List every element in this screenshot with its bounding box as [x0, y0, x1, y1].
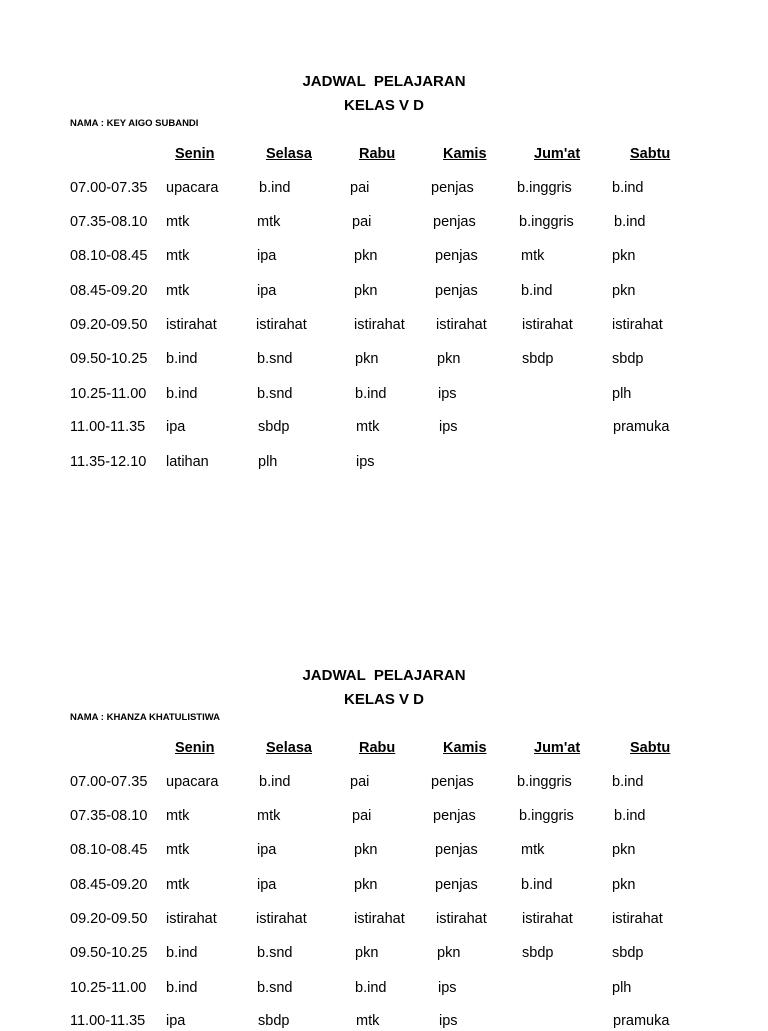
subject-cell: b.ind [166, 945, 198, 961]
subject-cell: istirahat [522, 911, 573, 927]
subject-cell: b.inggris [517, 180, 572, 196]
subject-cell: sbdp [522, 351, 554, 367]
subject-cell: istirahat [522, 317, 573, 333]
subject-cell: pai [350, 180, 370, 196]
class-label: KELAS V D [343, 691, 424, 708]
subject-cell: b.ind [614, 808, 646, 824]
subject-cell: penjas [435, 842, 478, 858]
subject-cell: ipa [257, 842, 277, 858]
day-header-sabtu: Sabtu [630, 146, 671, 162]
subject-cell: ips [438, 980, 457, 996]
subject-cell: b.ind [614, 214, 646, 230]
subject-cell: istirahat [612, 911, 663, 927]
student-name: NAMA : KEY AIGO SUBANDI [70, 118, 199, 129]
subject-cell: b.ind [166, 386, 198, 402]
subject-cell: plh [612, 980, 632, 996]
subject-cell: mtk [166, 283, 190, 299]
time-cell: 07.00-07.35 [70, 180, 148, 196]
day-header-selasa: Selasa [266, 740, 312, 756]
time-cell: 10.25-11.00 [70, 980, 147, 996]
class-label: KELAS V D [343, 97, 424, 114]
subject-cell: pramuka [613, 1013, 670, 1029]
subject-cell: ipa [257, 877, 277, 893]
subject-cell: mtk [521, 842, 545, 858]
subject-cell: plh [258, 454, 278, 470]
subject-cell: plh [612, 386, 632, 402]
day-header-rabu: Rabu [359, 146, 396, 162]
subject-cell: mtk [356, 419, 380, 435]
subject-cell: b.snd [257, 945, 293, 961]
time-cell: 07.35-08.10 [70, 808, 148, 824]
subject-cell: pkn [354, 283, 378, 299]
subject-cell: penjas [433, 808, 476, 824]
subject-cell: upacara [166, 774, 219, 790]
schedule-title: JADWAL PELAJARAN [302, 73, 466, 90]
subject-cell: mtk [166, 842, 190, 858]
subject-cell: mtk [521, 248, 545, 264]
subject-cell: b.inggris [517, 774, 572, 790]
subject-cell: mtk [166, 808, 190, 824]
subject-cell: b.ind [521, 283, 553, 299]
subject-cell: penjas [431, 180, 474, 196]
subject-cell: sbdp [612, 945, 644, 961]
schedule-title: JADWAL PELAJARAN [302, 667, 466, 684]
time-cell: 11.35-12.10 [70, 454, 147, 470]
subject-cell: ipa [257, 248, 277, 264]
subject-cell: istirahat [354, 317, 405, 333]
subject-cell: b.ind [612, 180, 644, 196]
subject-cell: penjas [431, 774, 474, 790]
subject-cell: istirahat [436, 911, 487, 927]
subject-cell: ips [439, 419, 458, 435]
student-name: NAMA : KHANZA KHATULISTIWA [70, 712, 221, 723]
subject-cell: pkn [355, 351, 379, 367]
time-cell: 08.45-09.20 [70, 877, 148, 893]
subject-cell: penjas [435, 877, 478, 893]
subject-cell: ipa [166, 1013, 186, 1029]
subject-cell: sbdp [258, 1013, 290, 1029]
subject-cell: istirahat [256, 317, 307, 333]
subject-cell: sbdp [258, 419, 290, 435]
subject-cell: ips [438, 386, 457, 402]
time-cell: 09.20-09.50 [70, 911, 148, 927]
subject-cell: istirahat [166, 317, 217, 333]
time-cell: 11.00-11.35 [70, 1013, 146, 1029]
subject-cell: penjas [435, 283, 478, 299]
subject-cell: b.inggris [519, 214, 574, 230]
subject-cell: istirahat [612, 317, 663, 333]
time-cell: 10.25-11.00 [70, 386, 147, 402]
day-header-jumat: Jum'at [534, 740, 581, 756]
subject-cell: mtk [166, 877, 190, 893]
subject-cell: b.ind [521, 877, 553, 893]
time-cell: 07.35-08.10 [70, 214, 148, 230]
day-header-kamis: Kamis [443, 740, 487, 756]
day-header-rabu: Rabu [359, 740, 396, 756]
time-cell: 09.50-10.25 [70, 351, 148, 367]
subject-cell: mtk [257, 808, 281, 824]
subject-cell: sbdp [612, 351, 644, 367]
subject-cell: pkn [354, 877, 378, 893]
subject-cell: pramuka [613, 419, 670, 435]
subject-cell: pkn [612, 842, 636, 858]
subject-cell: pkn [354, 248, 378, 264]
subject-cell: ips [439, 1013, 458, 1029]
subject-cell: pkn [437, 945, 461, 961]
subject-cell: b.snd [257, 386, 293, 402]
subject-cell: pkn [437, 351, 461, 367]
time-cell: 09.50-10.25 [70, 945, 148, 961]
subject-cell: b.inggris [519, 808, 574, 824]
subject-cell: istirahat [166, 911, 217, 927]
subject-cell: b.ind [166, 980, 198, 996]
time-cell: 08.45-09.20 [70, 283, 148, 299]
subject-cell: mtk [257, 214, 281, 230]
subject-cell: b.ind [259, 774, 291, 790]
day-header-senin: Senin [175, 146, 215, 162]
subject-cell: istirahat [256, 911, 307, 927]
subject-cell: mtk [356, 1013, 380, 1029]
subject-cell: upacara [166, 180, 219, 196]
subject-cell: istirahat [354, 911, 405, 927]
subject-cell: sbdp [522, 945, 554, 961]
subject-cell: mtk [166, 214, 190, 230]
subject-cell: latihan [166, 454, 209, 470]
subject-cell: b.ind [612, 774, 644, 790]
time-cell: 09.20-09.50 [70, 317, 148, 333]
subject-cell: pkn [355, 945, 379, 961]
subject-cell: pai [350, 774, 370, 790]
subject-cell: pkn [612, 283, 636, 299]
subject-cell: b.snd [257, 980, 293, 996]
subject-cell: b.snd [257, 351, 293, 367]
subject-cell: pkn [354, 842, 378, 858]
subject-cell: penjas [435, 248, 478, 264]
subject-cell: pkn [612, 248, 636, 264]
subject-cell: b.ind [166, 351, 198, 367]
subject-cell: penjas [433, 214, 476, 230]
subject-cell: pai [352, 214, 372, 230]
subject-cell: b.ind [355, 386, 387, 402]
subject-cell: ipa [257, 283, 277, 299]
time-cell: 08.10-08.45 [70, 842, 148, 858]
time-cell: 11.00-11.35 [70, 419, 146, 435]
subject-cell: b.ind [259, 180, 291, 196]
day-header-jumat: Jum'at [534, 146, 581, 162]
day-header-selasa: Selasa [266, 146, 312, 162]
day-header-senin: Senin [175, 740, 215, 756]
subject-cell: pai [352, 808, 372, 824]
subject-cell: ipa [166, 419, 186, 435]
day-header-sabtu: Sabtu [630, 740, 671, 756]
time-cell: 07.00-07.35 [70, 774, 148, 790]
subject-cell: ips [356, 454, 375, 470]
day-header-kamis: Kamis [443, 146, 487, 162]
subject-cell: b.ind [355, 980, 387, 996]
subject-cell: pkn [612, 877, 636, 893]
time-cell: 08.10-08.45 [70, 248, 148, 264]
subject-cell: mtk [166, 248, 190, 264]
subject-cell: istirahat [436, 317, 487, 333]
